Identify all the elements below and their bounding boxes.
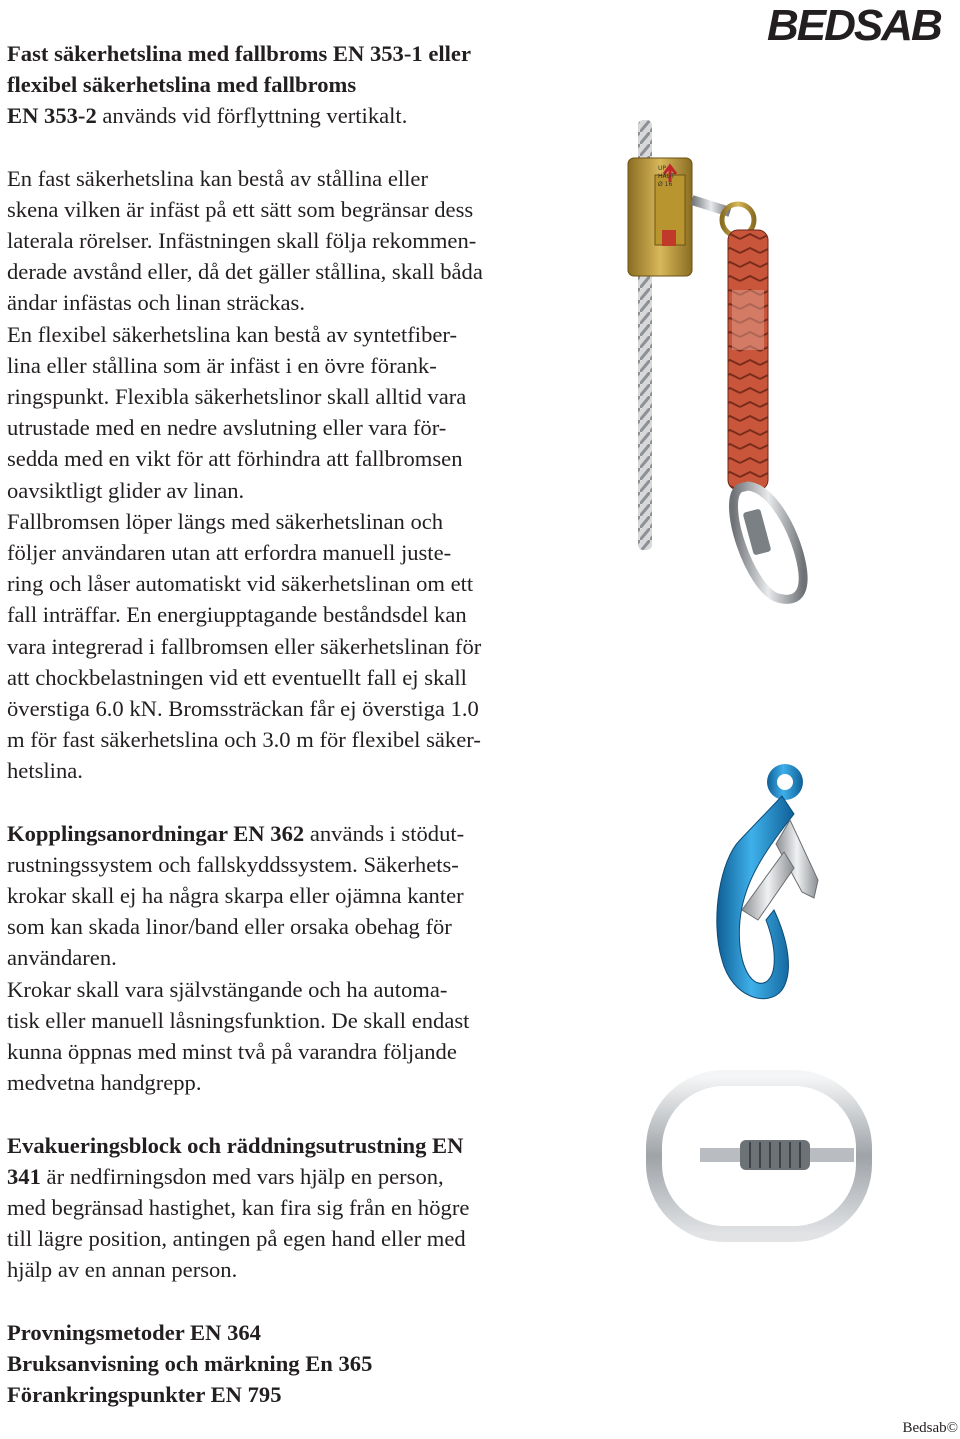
- footer-copyright: Bedsab©: [902, 1420, 958, 1436]
- s5-standards-list: Provningsmetoder EN 364 Bruksanvisning och märkning En 365 Förankringspunkter EN 795: [7, 1319, 373, 1407]
- svg-text:HAUT: HAUT: [658, 173, 675, 180]
- svg-text:Ø 16: Ø 16: [658, 181, 673, 188]
- s1-line-3: EN 353-2 används vid förflyttning vertikalt.: [7, 103, 408, 129]
- logo-text: BEDSAB: [767, 2, 941, 50]
- svg-text:UP: UP: [658, 165, 667, 172]
- bedsab-logo: [767, 2, 957, 54]
- s3-paragraph: Kopplingsanordningar EN 362 används i stödut- rustningssystem och fallskyddssystem. Säkerhets- krokar skall ej ha några skarpa eller ojämna kanter som kan skada linor/band eller orsaka obehag för användaren. Krokar skall vara självstängande och ha automa- tisk eller manuell låsningsfunktion. De skall endast kunna öppnas med minst två på varandra följande medvetna handgrepp.: [7, 820, 470, 1096]
- text-column: [7, 38, 567, 1410]
- s4-paragraph: Evakueringsblock och räddningsutrustning EN 341 är nedfirningsdon med vars hjälp en person, med begränsad hastighet, kan fira sig från en högre till lägre position, antingen på egen hand eller med hjälp av en annan person.: [7, 1132, 470, 1283]
- fall-arrester-image: [600, 120, 880, 620]
- s1-line-1: Fast säkerhetslina med fallbroms EN 353-1 eller: [7, 41, 471, 66]
- s2-paragraph: En fast säkerhetslina kan bestå av stållina eller skena vilken är infäst på ett sätt som begränsar dess laterala rörelser. Infästningen skall följa rekommen- derade avstånd eller, då det gäller stållina, skall båda ändar infästas och linan sträckas. En flexibel säkerhetslina kan bestå av syntetfiber- lina eller stållina som är infäst i en övre förank- ringspunkt. Flexibla säkerhetslinor skall alltid vara utrustade med en nedre avslutning eller vara för- sedda med en vikt för att förhindra att fallbromsen oavsiktligt glider av linan. Fallbromsen löper längs med säkerhetslinan och följer användaren utan att erfordra manuell juste- ring och låser automatiskt vid säkerhetslinan om ett fall inträffar. En energiupptagande beståndsdel kan vara integrerad i fallbromsen eller säkerhetslinan för att chockbelastningen vid ett eventuellt fall ej skall överstiga 6.0 kN. Bromssträckan får ej överstiga 1.0 m för fast säkerhetslina och 3.0 m för flexibel säker- hetslina.: [7, 165, 483, 784]
- s1-line-2: flexibel säkerhetslina med fallbroms: [7, 72, 357, 98]
- carabiner-image: [640, 1060, 880, 1250]
- safety-hook-image: [690, 760, 840, 1010]
